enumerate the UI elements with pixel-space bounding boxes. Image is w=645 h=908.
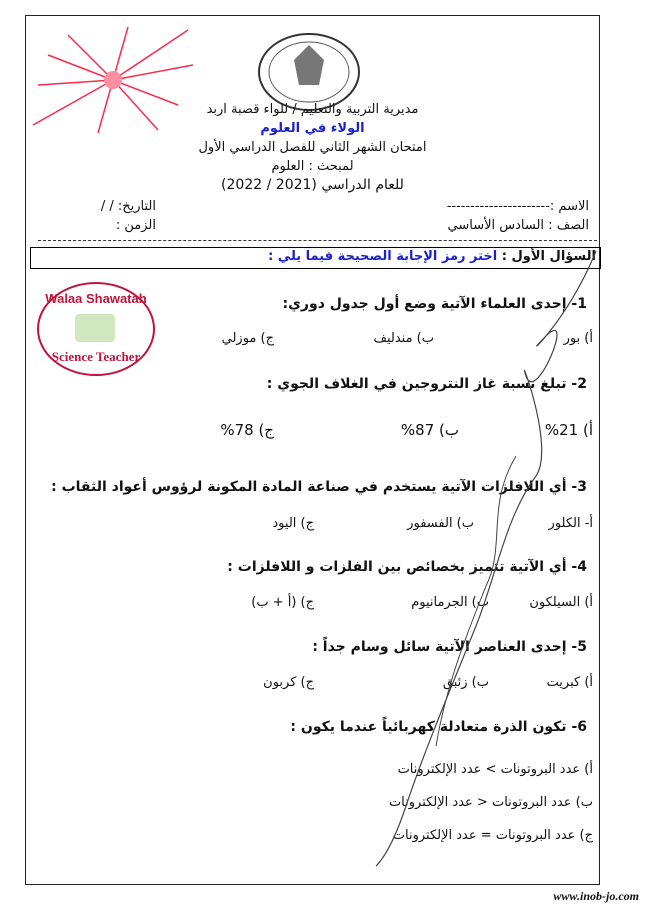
directorate-text: مديرية التربية والتعليم / للواء قصبة اربد [206, 102, 419, 117]
divider [38, 240, 597, 241]
question-6: 6- تكون الذرة متعادلة كهربائياً عندما يكون : [290, 719, 587, 735]
date-field[interactable]: التاريخ: / / [100, 199, 156, 214]
class-text: الصف : السادس الأساسي [447, 218, 589, 233]
q1-option-c[interactable]: ج) موزلي [221, 331, 274, 346]
logo-line2: Science Teacher [51, 349, 141, 364]
q2-option-b[interactable]: ب) 87% [400, 421, 459, 439]
subject-text: لمبحث : العلوم [271, 159, 354, 174]
q6-option-b[interactable]: ب) عدد البروتونات < عدد الإلكترونات [388, 795, 593, 810]
exam-page [25, 15, 600, 885]
signature-watermark-icon [366, 246, 606, 876]
section-title: السؤال الأول : [501, 249, 596, 264]
footer-website-link[interactable]: www.inob-jo.com [553, 889, 639, 903]
logo-line1: Walaa Shawatah [45, 291, 147, 306]
q3-option-b[interactable]: ب) الفسفور [407, 516, 474, 531]
q3-option-c[interactable]: ج) اليود [272, 516, 314, 531]
teacher-logo [35, 279, 157, 379]
question-5: 5- إحدى العناصر الآتية سائل وسام جداً : [312, 639, 587, 655]
q4-option-a[interactable]: أ) السيلكون [529, 595, 593, 610]
q5-option-b[interactable]: ب) زئبق [442, 675, 489, 690]
q1-option-a[interactable]: أ) بور [563, 331, 593, 346]
q4-option-c[interactable]: ج) (أ + ب) [251, 595, 314, 610]
exam-title: امتحان الشهر الثاني للفصل الدراسي الأول [198, 140, 427, 155]
question-3: 3- أي اللافلزات الآتية يستخدم في صناعة المادة المكونة لرؤوس أعواد الثقاب : [51, 479, 587, 495]
q6-option-c[interactable]: ج) عدد البروتونات = عدد الإلكترونات [392, 828, 593, 843]
question-1: 1- إحدى العلماء الآتية وضع أول جدول دوري: [282, 296, 587, 312]
question-2: 2- تبلغ نسبة غاز النتروجين في الغلاف الجوي : [266, 376, 587, 392]
q4-option-b[interactable]: ب) الجرمانيوم [411, 595, 489, 610]
name-field[interactable]: الاسم :---------------------- [446, 199, 589, 214]
year-text: للعام الدراسي (2021 / 2022) [221, 177, 404, 193]
q3-option-a[interactable]: أ- الكلور [548, 516, 593, 531]
school-title: الولاء في العلوم [260, 121, 365, 136]
q2-option-a[interactable]: أ) 21% [544, 421, 593, 439]
q5-option-c[interactable]: ج) كربون [263, 675, 314, 690]
q1-option-b[interactable]: ب) مندليف [373, 331, 434, 346]
time-field[interactable]: الزمن : [115, 218, 156, 233]
q6-option-a[interactable]: أ) عدد البروتونات > عدد الإلكترونات [397, 762, 593, 777]
section-instruction: اختر رمز الإجابة الصحيحة فيما يلي : [268, 249, 498, 264]
question-4: 4- أي الآتية تتميز بخصائص بين الفلزات و اللافلزات : [227, 559, 587, 575]
q2-option-c[interactable]: ج) 78% [220, 421, 274, 439]
q5-option-a[interactable]: أ) كبريت [546, 675, 593, 690]
